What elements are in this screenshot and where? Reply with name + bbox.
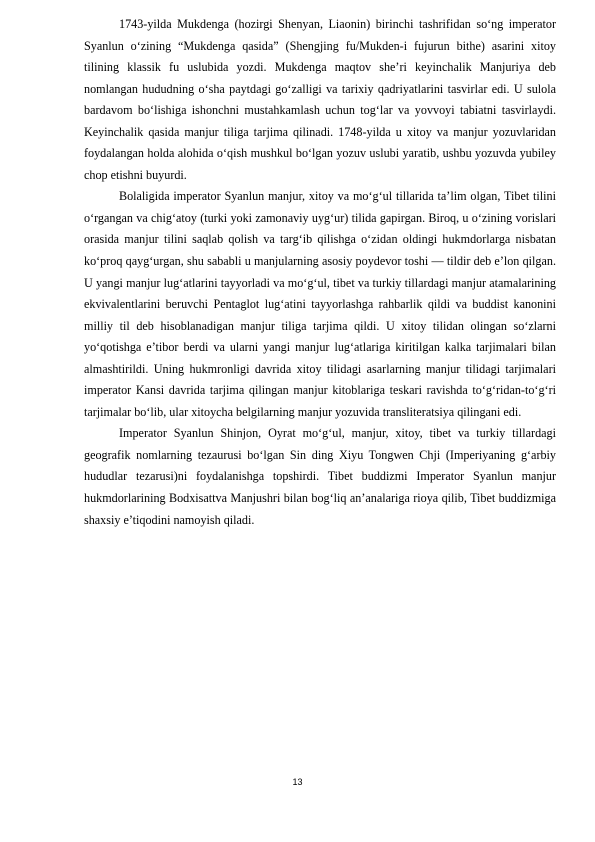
page-number: 13	[292, 777, 303, 787]
paragraph-mukden-ode: 1743-yilda Mukdenga (hozirgi Shenyan, Liaonin) birinchi tashrifidan so‘ng imperator Syanlun o‘zining “Mukdenga qasida” (Shengjing fu/Mukden-i fujurun bithe) asarini xitoy tilining klassik fu uslubida yozdi. Mukdenga maqtov she’ri keyinchalik Manjuriya deb nomlangan hududning o‘sha paytdagi go‘zalligi va tarixiy qadriyatlarini tasvirlar edi. U sulola bardavom bo‘lishiga ishonchni mustahkamlash uchun tog‘lar va yovvoyi tabiatni tasvirlaydi. Keyinchalik qasida manjur tiliga tarjima qilinadi. 1748-yilda u xitoy va manjur yozuvlaridan foydalangan holda alohida o‘qish mushkul bo‘lgan yozuv uslubi yaratib, ushbu yozuvda yubiley chop etishni buyurdi.	[84, 17, 556, 182]
document-body	[84, 14, 556, 531]
paragraph-thesaurus: Imperator Syanlun Shinjon, Oyrat mo‘g‘ul, manjur, xitoy, tibet va turkiy tillardagi geografik nomlarning tezaurusi bo‘lgan Sin ding Xiyu Tongwen Chji (Imperiyaning g‘arbiy hududlar tezarusi)ni foydalanishga topshirdi. Tibet buddizmi Imperator Syanlun manjur hukmdorlarining Bodxisattva Manjushri bilan bog‘liq an’analariga rioya qilib, Tibet buddizmiga shaxsiy e’tiqodini namoyish qiladi.	[84, 426, 556, 527]
paragraph-languages: Bolaligida imperator Syanlun manjur, xitoy va mo‘g‘ul tillarida ta’lim olgan, Tibet tilini o‘rgangan va chig‘atoy (turki yoki zamonaviy uyg‘ur) tilida gapirgan. Biroq, u o‘zining vorislari orasida manjur tilini saqlab qolish va targ‘ib qilishga o‘zidan oldingi hukmdorlarga nisbatan ko‘proq qayg‘urgan, shu sababli u manjularning asosiy poydevor toshi — tildir deb e’lon qilgan. U yangi manjur lug‘atlarini tayyorladi va mo‘g‘ul, tibet va turkiy tillardagi manjur atamalarining ekvivalentlarini beruvchi Pentaglot lug‘atini tayyorlashga rahbarlik qildi va buddist kanonini milliy til deb hisoblanadigan manjur tiliga tarjima qildi. U xitoy tilidan olingan so‘zlarni yo‘qotishga e’tibor berdi va ularni yangi manjur lug‘atlariga kiritilgan kalka tarjimalari bilan almashtirildi. Uning hukmronligi davrida xitoy tilidagi asarlarning manjur tilidagi tarjimalari imperator Kansi davrida tarjima qilingan manjur kitoblariga teskari ravishda to‘g‘ridan-to‘g‘ri tarjimalar bo‘lib, ular xitoycha belgilarning manjur yozuvida transliteratsiya qilingani edi.	[84, 189, 556, 419]
